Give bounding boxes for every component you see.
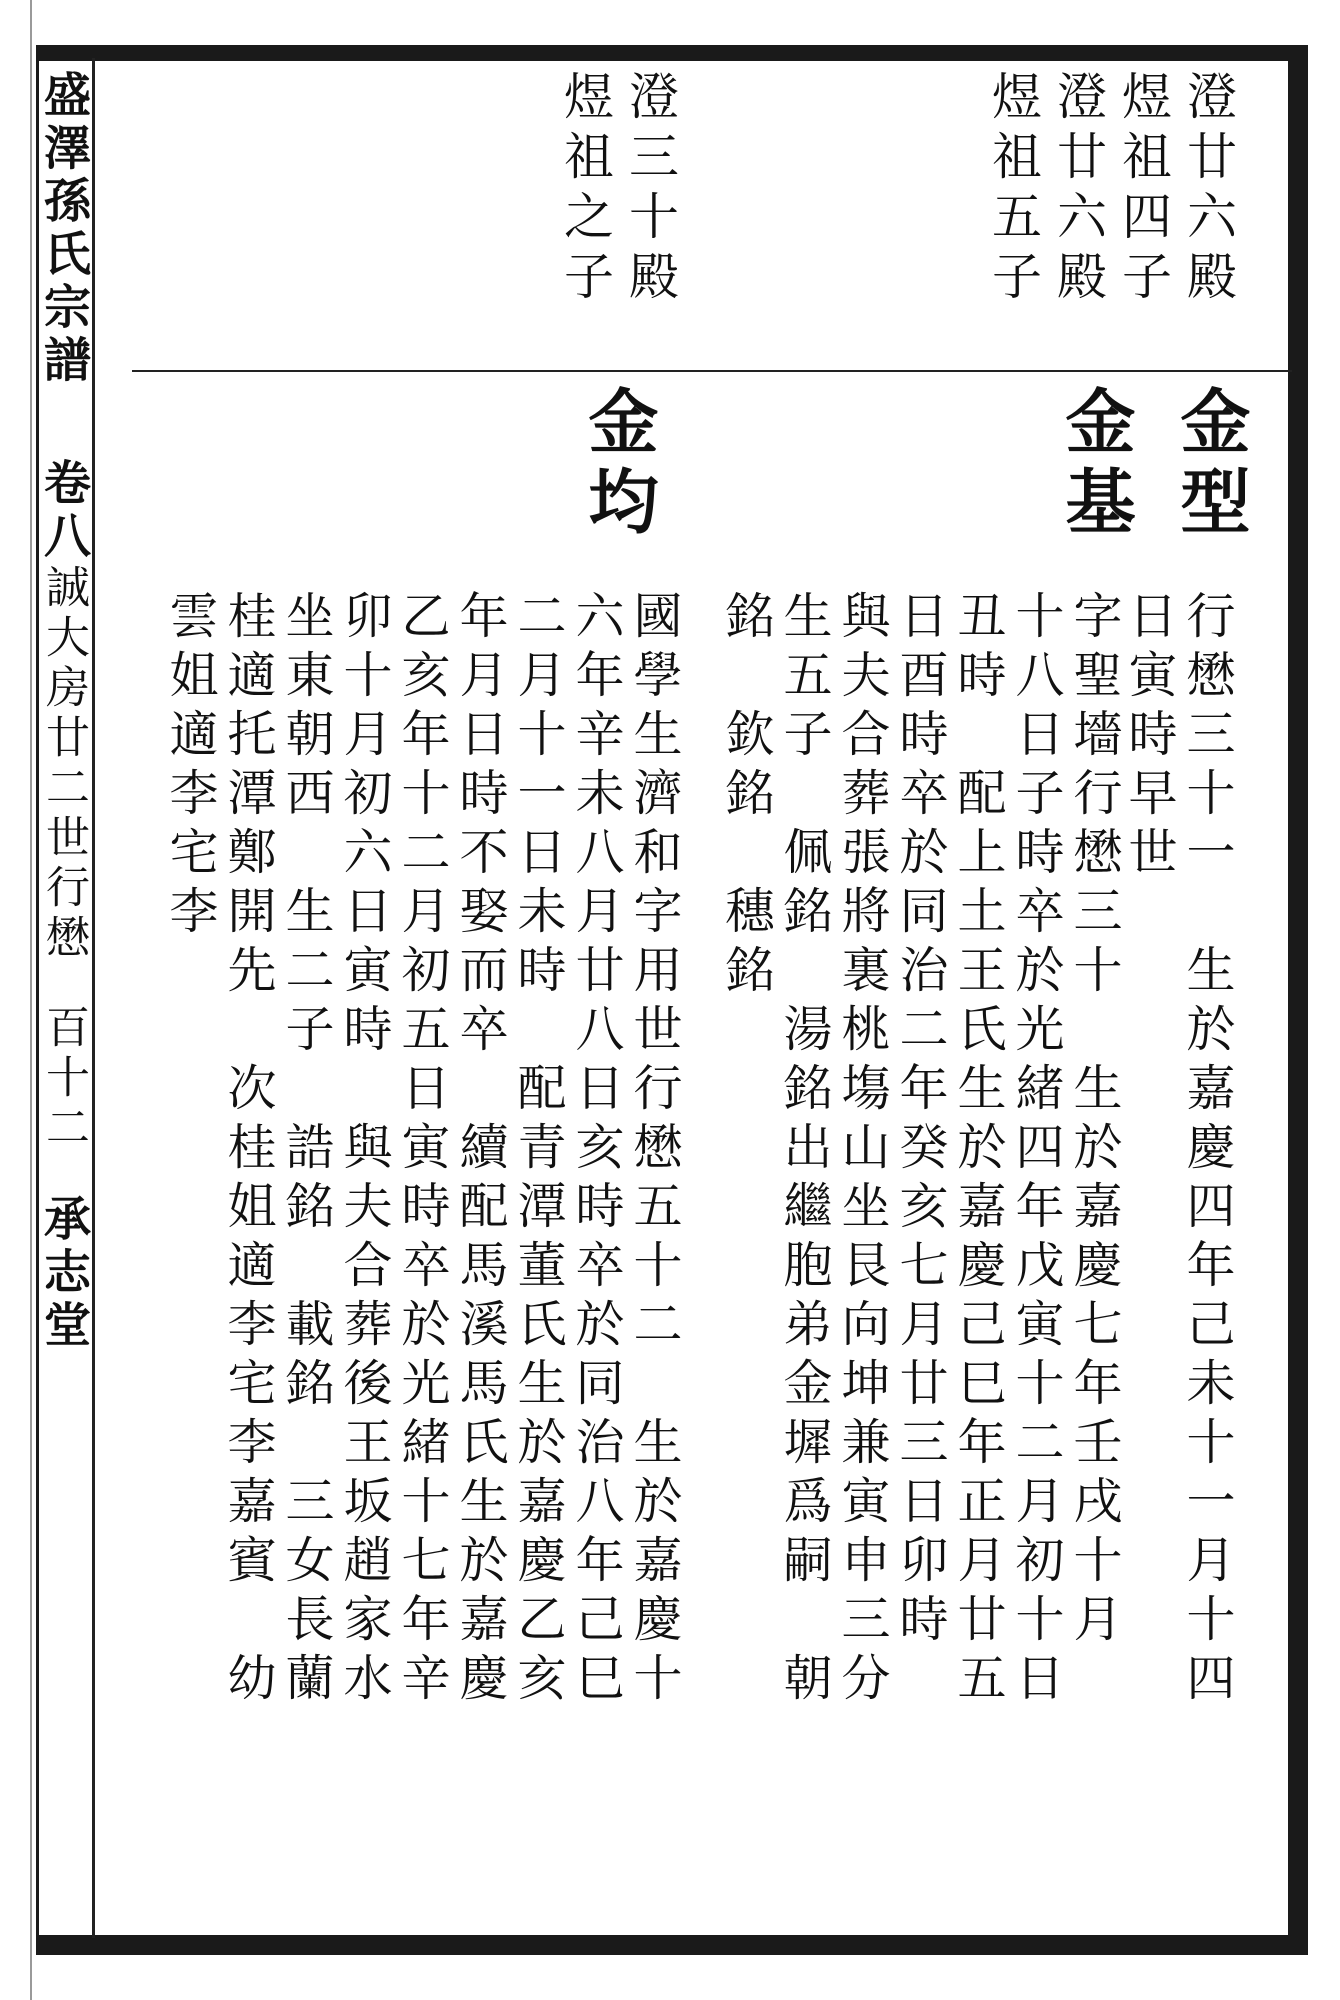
person-3-line-4: 年月日時不娶而卒 續配馬溪馬氏生於嘉慶 <box>452 590 509 1711</box>
generation-note-2-line1: 澄廿六殿 <box>1049 70 1107 310</box>
person-3-line-8: 桂適托潭鄭開先 次桂姐適李宅李嘉賓 幼 <box>220 590 277 1711</box>
frame-bottom-border <box>36 1935 1306 1955</box>
generation-note-3-line2: 煜祖之子 <box>556 70 614 310</box>
person-2-line-7: 銘 欽銘 穗銘 <box>718 590 775 1003</box>
page-number: 百十二 <box>38 1004 89 1154</box>
person-3-line-3: 二月十一日未時 配青潭董氏生於嘉慶乙亥 <box>510 590 567 1711</box>
section-label: 誠大房廿二世行懋 <box>38 564 89 964</box>
hall-name: 承志堂 <box>36 1194 91 1353</box>
person-3-line-1: 國學生濟和字用世行懋五十二 生於嘉慶十 <box>626 590 683 1711</box>
person-2-line-1: 字聖墻行懋三十 生於嘉慶七年壬戌十月 <box>1066 590 1123 1652</box>
person-3-line-9: 雲姐適李宅李 <box>162 590 219 944</box>
person-2-line-6: 生五子 佩銘 湯銘出繼胞弟金墀爲嗣 朝 <box>776 590 833 1711</box>
person-3-line-5: 乙亥年十二月初五日寅時卒於光緒十七年辛 <box>394 590 451 1711</box>
person-name-jinxing: 金型 <box>1169 385 1252 545</box>
person-name-jinji: 金基 <box>1054 385 1137 545</box>
generation-note-2-line2: 煜祖五子 <box>984 70 1042 310</box>
volume-label: 卷八 <box>36 458 91 564</box>
generation-note-1-line2: 煜祖四子 <box>1114 70 1172 310</box>
person-1-line-2: 日寅時早世 <box>1121 590 1178 885</box>
person-1-line-1: 行懋三十一 生於嘉慶四年己未十一月十四 <box>1179 590 1236 1711</box>
frame-top-border <box>36 45 1306 61</box>
book-title: 盛澤孫氏宗譜 <box>36 70 91 388</box>
person-2-line-3: 丑時 配上土王氏生於嘉慶己巳年正月廿五 <box>950 590 1007 1711</box>
person-3-line-2: 六年辛未八月廿八日亥時卒於同治八年己巳 <box>568 590 625 1711</box>
person-2-line-5: 與夫合葬張將裏桃塲山坐艮向坤兼寅申三分 <box>834 590 891 1711</box>
person-2-line-4: 日酉時卒於同治二年癸亥七月廿三日卯時 <box>892 590 949 1652</box>
person-name-jinjun: 金均 <box>577 385 660 545</box>
person-3-line-7: 坐東朝西 生二子 誥銘 載銘 三女長蘭 <box>278 590 335 1711</box>
person-3-line-6: 卯十月初六日寅時 與夫合葬後王坂趙家水 <box>336 590 393 1711</box>
header-rule <box>132 370 1292 372</box>
binding-edge <box>30 0 32 2000</box>
margin-rule <box>92 58 95 1938</box>
person-2-line-2: 十八日子時卒於光緒四年戊寅十二月初十日 <box>1008 590 1065 1711</box>
frame-right-border <box>1288 45 1308 1955</box>
generation-note-3-line1: 澄三十殿 <box>621 70 679 310</box>
spine-title <box>36 70 91 1353</box>
generation-note-1-line1: 澄廿六殿 <box>1179 70 1237 310</box>
